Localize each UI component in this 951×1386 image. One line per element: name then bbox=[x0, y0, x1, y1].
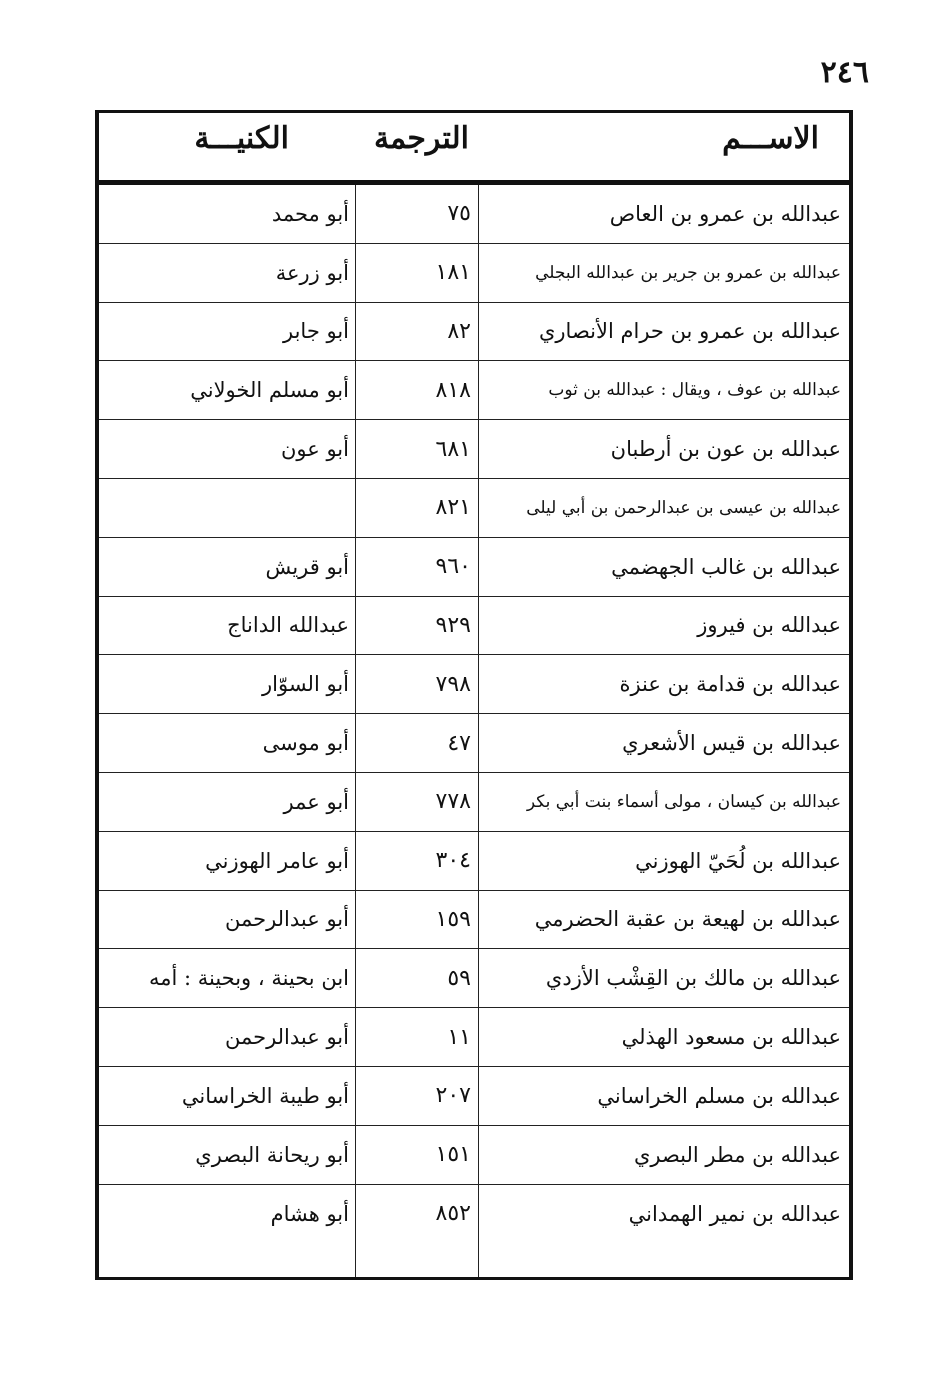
row-tarjama-number: ٣٠٤ bbox=[435, 848, 471, 874]
row-tarjama-number: ٩٢٩ bbox=[435, 612, 471, 638]
row-tarjama-number: ٧٥ bbox=[447, 201, 471, 227]
table-row bbox=[99, 1185, 849, 1244]
row-name: عبدالله بن مسلم الخراساني bbox=[597, 1083, 841, 1108]
table-row bbox=[99, 891, 849, 950]
row-name: عبدالله بن كيسان ، مولى أسماء بنت أبي بكر bbox=[526, 791, 841, 812]
row-name: عبدالله بن عمرو بن حرام الأنصاري bbox=[538, 319, 841, 344]
row-name: عبدالله بن مطر البصري bbox=[633, 1142, 841, 1167]
page-number: ٢٤٦ bbox=[820, 55, 869, 90]
header-kunya: الكنيـــة bbox=[194, 121, 289, 156]
row-name: عبدالله بن نمير الهمداني bbox=[628, 1201, 841, 1226]
table-row bbox=[99, 1067, 849, 1126]
row-name: عبدالله بن عون بن أرطبان bbox=[610, 437, 841, 462]
table-row bbox=[99, 949, 849, 1008]
row-kunya: أبو جابر bbox=[282, 319, 349, 344]
table-row bbox=[99, 773, 849, 832]
table-row bbox=[99, 1126, 849, 1185]
row-tarjama-number: ٨١٨ bbox=[435, 377, 471, 403]
row-kunya: أبو عمر bbox=[283, 789, 349, 814]
row-tarjama-number: ٩٦٠ bbox=[435, 554, 471, 580]
row-tarjama-number: ٧٧٨ bbox=[435, 789, 471, 815]
row-tarjama-number: ١٥١ bbox=[435, 1142, 471, 1168]
index-table bbox=[95, 110, 853, 1280]
row-tarjama-number: ١٨١ bbox=[435, 260, 471, 286]
row-tarjama-number: ٧٩٨ bbox=[435, 671, 471, 697]
row-name: عبدالله بن عمرو بن جرير بن عبدالله البجلي bbox=[535, 262, 841, 283]
row-kunya: أبو ريحانة البصري bbox=[195, 1142, 349, 1167]
row-kunya: أبو عامر الهوزني bbox=[205, 848, 349, 873]
table-row bbox=[99, 244, 849, 303]
row-name: عبدالله بن لُحَيّ الهوزني bbox=[635, 848, 841, 873]
row-kunya: أبو زرعة bbox=[275, 260, 349, 285]
row-kunya: ابن بحينة ، وبحينة : أمه bbox=[148, 966, 349, 991]
row-kunya: أبو عبدالرحمن bbox=[224, 1025, 349, 1050]
row-kunya: أبو عبدالرحمن bbox=[224, 907, 349, 932]
row-tarjama-number: ١١ bbox=[447, 1024, 471, 1050]
table-row bbox=[99, 185, 849, 244]
row-kunya: أبو محمد bbox=[271, 201, 349, 226]
table-row bbox=[99, 361, 849, 420]
row-kunya: أبو هشام bbox=[270, 1201, 349, 1226]
row-tarjama-number: ٢٠٧ bbox=[435, 1083, 471, 1109]
table-row bbox=[99, 655, 849, 714]
row-tarjama-number: ٨٢ bbox=[447, 318, 471, 344]
row-kunya: أبو طيبة الخراساني bbox=[181, 1083, 349, 1108]
table-row bbox=[99, 597, 849, 656]
row-name: عبدالله بن عوف ، ويقال : عبدالله بن ثوب bbox=[548, 380, 841, 401]
table-row bbox=[99, 538, 849, 597]
table-body bbox=[99, 185, 849, 1277]
row-name: عبدالله بن فيروز bbox=[697, 613, 841, 638]
row-name: عبدالله بن مسعود الهذلي bbox=[621, 1025, 841, 1050]
header-name: الاســـم bbox=[722, 121, 819, 156]
row-tarjama-number: ٤٧ bbox=[447, 730, 471, 756]
table-row bbox=[99, 420, 849, 479]
row-tarjama-number: ٥٩ bbox=[447, 965, 471, 991]
row-kunya bbox=[99, 479, 349, 537]
row-name: عبدالله بن لهيعة بن عقبة الحضرمي bbox=[534, 907, 841, 932]
row-name: عبدالله بن مالك بن القِشْب الأزدي bbox=[545, 966, 841, 991]
row-kunya: أبو مسلم الخولاني bbox=[190, 378, 349, 403]
row-kunya: أبو السوّار bbox=[262, 672, 349, 697]
row-tarjama-number: ٨٢١ bbox=[435, 495, 471, 521]
row-name: عبدالله بن قدامة بن عنزة bbox=[619, 672, 841, 697]
table-row bbox=[99, 303, 849, 362]
row-tarjama-number: ٦٨١ bbox=[435, 436, 471, 462]
row-name: عبدالله بن عمرو بن العاص bbox=[609, 201, 841, 226]
row-name: عبدالله بن غالب الجهضمي bbox=[611, 554, 841, 579]
table-row bbox=[99, 832, 849, 891]
table-header bbox=[99, 113, 849, 185]
row-name: عبدالله بن قيس الأشعري bbox=[622, 731, 841, 756]
row-tarjama-number: ٨٥٢ bbox=[435, 1201, 471, 1227]
row-tarjama-number: ١٥٩ bbox=[435, 906, 471, 932]
row-kunya: عبدالله الداناج bbox=[227, 613, 349, 638]
row-kunya: أبو موسى bbox=[262, 731, 349, 756]
table-row bbox=[99, 714, 849, 773]
row-kunya: أبو قريش bbox=[265, 554, 349, 579]
row-name: عبدالله بن عيسى بن عبدالرحمن بن أبي ليلى bbox=[526, 497, 841, 518]
table-row bbox=[99, 479, 849, 538]
row-kunya: أبو عون bbox=[280, 437, 349, 462]
table-row bbox=[99, 1008, 849, 1067]
header-tarjama: الترجمة bbox=[373, 121, 469, 156]
